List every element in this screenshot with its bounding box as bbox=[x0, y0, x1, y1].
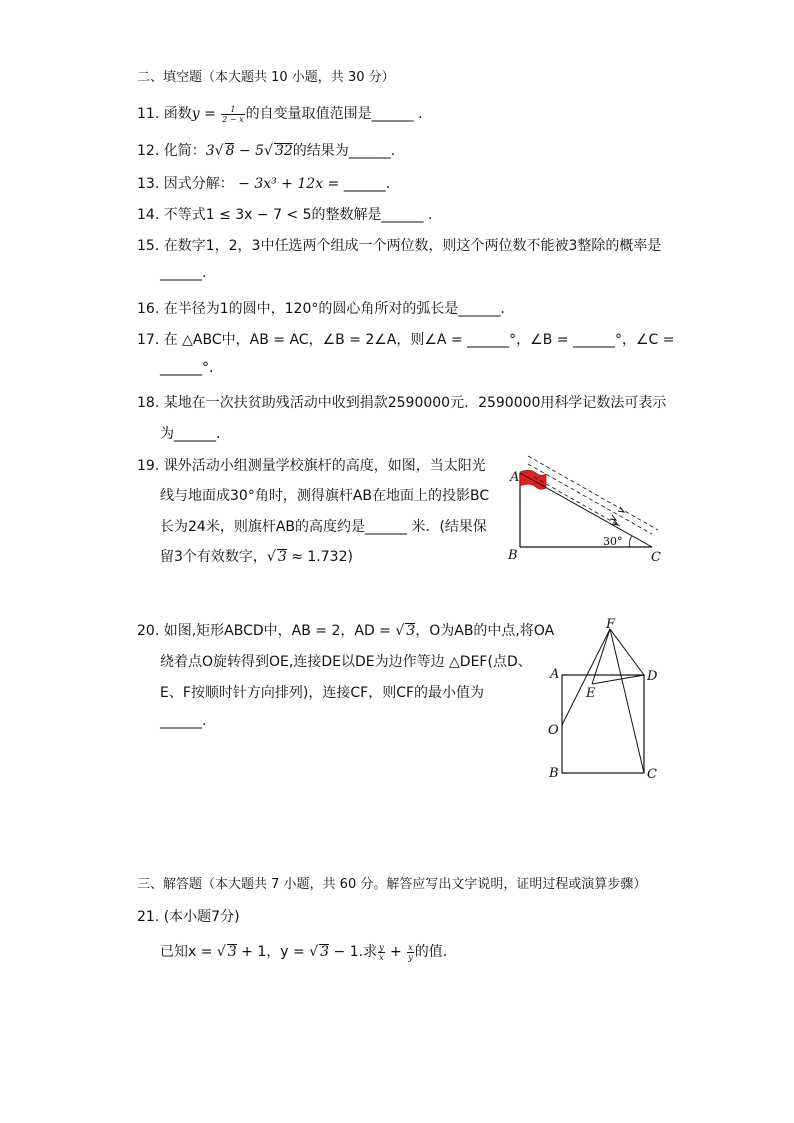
punct: . bbox=[202, 265, 207, 281]
section-heading-solve: 三、解答题（本大题共 7 小题，共 60 分。解答应写出文字说明，证明过程或演算步骤） bbox=[137, 877, 647, 892]
question-13 bbox=[137, 173, 390, 193]
punct: . bbox=[202, 713, 207, 729]
question-text: 因式分解： bbox=[163, 176, 234, 192]
answer-blank[interactable]: ______ bbox=[160, 265, 202, 281]
question-number: 15. bbox=[137, 238, 160, 254]
question-18-cont bbox=[160, 423, 220, 443]
question-text: ≈ 1.732) bbox=[286, 549, 353, 565]
answer-blank[interactable]: ______ bbox=[365, 519, 407, 535]
label-A: A bbox=[550, 667, 560, 682]
question-text: 为 bbox=[160, 426, 174, 442]
arrow-icon bbox=[612, 520, 618, 525]
question-number: 21. bbox=[137, 909, 160, 925]
question-text: °，∠C = bbox=[614, 332, 675, 348]
sun-ray-dashed bbox=[528, 464, 652, 534]
rectangle-ABCD bbox=[562, 675, 644, 773]
fraction: $\frac{1}{2 - x}$ bbox=[222, 104, 244, 124]
label-O: O bbox=[548, 723, 559, 738]
question-number: 16. bbox=[137, 301, 160, 317]
question-text: 长为24米，则旗杆AB的高度约是 bbox=[160, 519, 365, 535]
question-number: 12. bbox=[137, 143, 160, 159]
fraction: $\frac{y}{x}$ bbox=[379, 942, 384, 962]
segment-ED bbox=[592, 675, 644, 684]
question-number: 13. bbox=[137, 176, 160, 192]
label-angle-30: 30° bbox=[603, 535, 623, 548]
question-text: 的结果为 bbox=[292, 143, 349, 159]
segment-FC bbox=[610, 629, 644, 773]
label-A: A bbox=[510, 470, 520, 485]
punct: . bbox=[385, 176, 391, 192]
figure-20-rectangle bbox=[540, 617, 668, 785]
question-text: 在 △ABC中，AB = AC，∠B = 2∠A，则∠A = bbox=[163, 332, 468, 348]
figure-19-flagpole bbox=[500, 448, 670, 566]
question-19 bbox=[137, 455, 486, 475]
math-expr: + bbox=[385, 944, 407, 960]
question-number: 20. bbox=[137, 623, 160, 639]
question-19-line2: 线与地面成30°角时，测得旗杆AB在地面上的投影BC bbox=[160, 488, 490, 504]
punct: . bbox=[500, 301, 505, 317]
question-text: 不等式1 ≤ 3x − 7 < 5的整数解是 bbox=[163, 207, 382, 223]
question-16 bbox=[137, 298, 505, 318]
question-21-body: 已知x = √ 3 + 1，y = √ 3 − 1.求 $\frac{y}{x}$ + $\frac{x}{y}$ 的值. bbox=[160, 942, 448, 962]
arrow-icon bbox=[618, 507, 624, 512]
sqrt-expr: 3 bbox=[227, 944, 237, 960]
question-text: 函数 bbox=[163, 106, 192, 122]
question-number: 17. bbox=[137, 332, 160, 348]
sqrt-expr: 3 bbox=[277, 549, 287, 565]
question-text: 的自变量取值范围是 bbox=[245, 106, 372, 122]
sqrt-expr: 8 bbox=[225, 143, 235, 159]
label-D: D bbox=[647, 669, 658, 684]
question-text: + 1，y = bbox=[236, 944, 310, 960]
label-B: B bbox=[508, 548, 518, 563]
section-heading-fill-in: 二、填空题（本大题共 10 小题，共 30 分） bbox=[137, 70, 395, 85]
sqrt-expr: 32 bbox=[274, 143, 293, 159]
question-number: 18. bbox=[137, 395, 160, 411]
question-text: 米．(结果保 bbox=[407, 519, 487, 535]
label-E: E bbox=[586, 686, 596, 701]
label-C: C bbox=[651, 550, 661, 565]
question-text: ，O为AB的中点,将OA bbox=[415, 623, 555, 639]
question-text: °，∠B = bbox=[509, 332, 573, 348]
sun-ray-dashed bbox=[528, 456, 658, 530]
sqrt-expr: 3 bbox=[320, 944, 330, 960]
question-text: 如图,矩形ABCD中，AB = 2，AD = bbox=[163, 623, 396, 639]
punct: . bbox=[413, 106, 423, 122]
fraction: $\frac{x}{y}$ bbox=[408, 942, 413, 962]
question-20-line3: E、F按顺时针方向排列)，连接CF，则CF的最小值为 bbox=[160, 685, 485, 701]
arrow-icon bbox=[610, 515, 616, 520]
label-F: F bbox=[606, 617, 616, 632]
punct: . bbox=[390, 143, 396, 159]
answer-blank[interactable]: ______ bbox=[348, 143, 391, 159]
question-20: 20. 如图,矩形ABCD中，AB = 2，AD = √ 3，O为AB的中点,将OA bbox=[137, 623, 555, 639]
math-expr: 3 bbox=[205, 143, 215, 159]
question-19-line3 bbox=[160, 516, 487, 536]
segment-EF bbox=[592, 629, 610, 684]
question-12: 12. 化简：3√ 8 − 5√ 32的结果为______. bbox=[137, 143, 396, 159]
question-20-line2: 绕着点O旋转得到OE,连接DE以DE为边作等边 △DEF(点D、 bbox=[160, 654, 532, 670]
question-14 bbox=[137, 204, 432, 224]
sqrt-expr: 3 bbox=[406, 623, 416, 639]
question-text: 在半径为1的圆中，120°的圆心角所对的弧长是 bbox=[163, 301, 459, 317]
answer-blank[interactable]: ______ bbox=[371, 106, 414, 122]
math-expr: − 3x³ + 12x = bbox=[233, 176, 344, 192]
question-text: 留3个有效数字， bbox=[160, 549, 267, 565]
shadow-hypotenuse bbox=[520, 473, 652, 547]
question-17-cont bbox=[160, 360, 213, 376]
answer-blank[interactable]: ______ bbox=[174, 426, 216, 442]
question-number: 19. bbox=[137, 458, 160, 474]
answer-blank[interactable]: ______ bbox=[160, 713, 202, 729]
question-text: 在数字1，2，3中任选两个组成一个两位数，则这个两位数不能被3整除的概率是 bbox=[163, 238, 662, 254]
math-expr: y = bbox=[191, 106, 221, 122]
punct: °. bbox=[202, 360, 214, 376]
question-15-cont bbox=[160, 265, 206, 281]
question-text: 化简： bbox=[163, 143, 206, 159]
punct: . bbox=[216, 426, 221, 442]
label-B: B bbox=[549, 766, 559, 781]
question-17 bbox=[137, 329, 674, 349]
question-20-line4 bbox=[160, 713, 206, 729]
answer-blank[interactable]: ______ bbox=[467, 332, 510, 348]
answer-blank[interactable]: ______ bbox=[572, 332, 615, 348]
question-19-line4: 留3个有效数字，√ 3 ≈ 1.732) bbox=[160, 549, 353, 565]
question-18 bbox=[137, 392, 666, 412]
answer-blank[interactable]: ______ bbox=[458, 301, 501, 317]
question-points: (本小题7分) bbox=[163, 909, 240, 925]
question-11 bbox=[137, 103, 423, 124]
question-text: 某地在一次扶贫助残活动中收到捐款2590000元．2590000用科学记数法可表示 bbox=[163, 395, 667, 411]
question-number: 11. bbox=[137, 106, 160, 122]
question-21 bbox=[137, 906, 240, 926]
question-15 bbox=[137, 235, 661, 255]
math-expr: − 5 bbox=[234, 143, 265, 159]
question-text: 课外活动小组测量学校旗杆的高度，如图，当太阳光 bbox=[163, 458, 486, 474]
question-number: 14. bbox=[137, 207, 160, 223]
label-C: C bbox=[647, 767, 657, 782]
answer-blank[interactable]: ______ bbox=[381, 207, 424, 223]
segment-OF bbox=[562, 629, 610, 725]
question-text: 已知x = bbox=[160, 944, 217, 960]
answer-blank[interactable]: ______ bbox=[160, 360, 202, 376]
question-text: − 1.求 bbox=[329, 944, 378, 960]
angle-arc bbox=[629, 536, 632, 547]
punct: . bbox=[423, 207, 433, 223]
answer-blank[interactable]: ______ bbox=[343, 176, 386, 192]
question-text: 的值. bbox=[414, 944, 448, 960]
